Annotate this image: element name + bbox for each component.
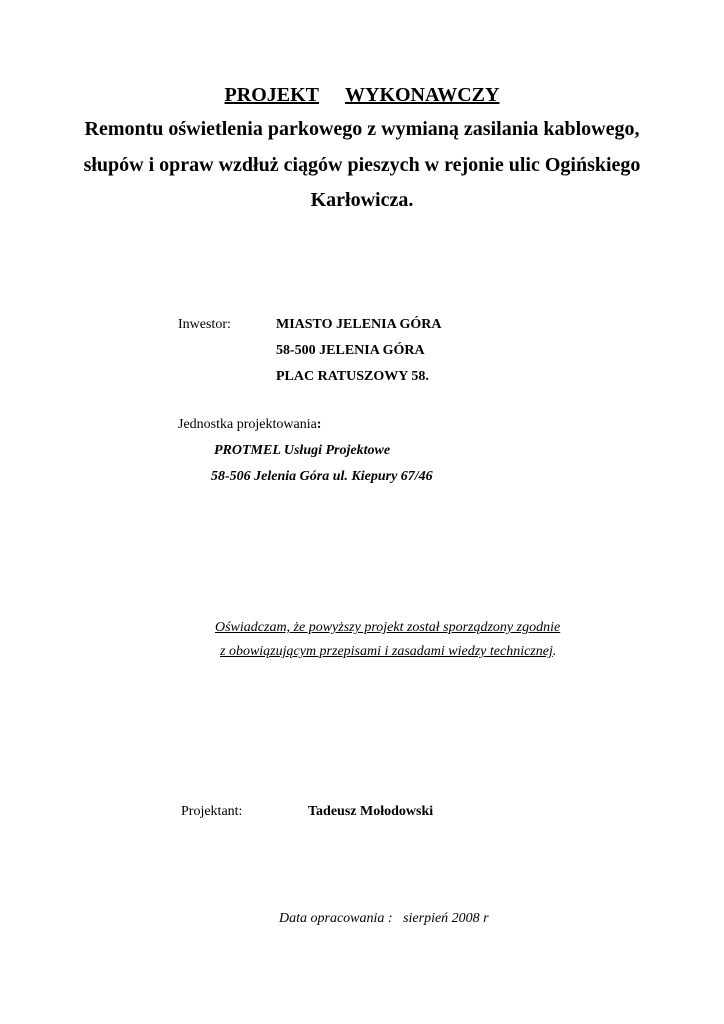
investor-street: PLAC RATUSZOWY 58. xyxy=(276,369,429,384)
investor-label: Inwestor: xyxy=(178,317,231,332)
design-unit-label-colon: : xyxy=(316,417,322,432)
statement-line-2-end: . xyxy=(552,644,557,659)
designer-name: Tadeusz Mołodowski xyxy=(308,804,434,819)
designer-label: Projektant: xyxy=(181,804,243,819)
document-title xyxy=(0,84,724,107)
investor-postal: 58-500 JELENIA GÓRA xyxy=(276,343,425,358)
statement-line-1: Oświadczam, że powyższy projekt został sporządzony zgodnie xyxy=(215,620,561,635)
design-unit-name: PROTMEL Usługi Projektowe xyxy=(214,443,391,458)
statement-line-2-wrap xyxy=(220,644,556,660)
subtitle-line-2: słupów i opraw wzdłuż ciągów pieszych w rejonie ulic Ogińskiego xyxy=(83,154,641,176)
title-part-1: PROJEKT xyxy=(224,84,319,106)
investor-name: MIASTO JELENIA GÓRA xyxy=(276,317,442,332)
date-value: sierpień 2008 r xyxy=(403,911,489,926)
subtitle-line-1: Remontu oświetlenia parkowego z wymianą zasilania kablowego, xyxy=(84,118,640,140)
design-unit-label-text: Jednostka projektowania xyxy=(178,417,317,432)
subtitle-line-3: Karłowicza. xyxy=(310,189,414,211)
date-line xyxy=(279,911,489,927)
design-unit-address: 58-506 Jelenia Góra ul. Kiepury 67/46 xyxy=(211,469,433,484)
date-label: Data opracowania : xyxy=(279,911,393,926)
title-part-2: WYKONAWCZY xyxy=(345,84,500,106)
design-unit-label xyxy=(178,417,321,433)
statement-line-2: z obowiązującym przepisami i zasadami wiedzy technicznej xyxy=(220,644,553,659)
